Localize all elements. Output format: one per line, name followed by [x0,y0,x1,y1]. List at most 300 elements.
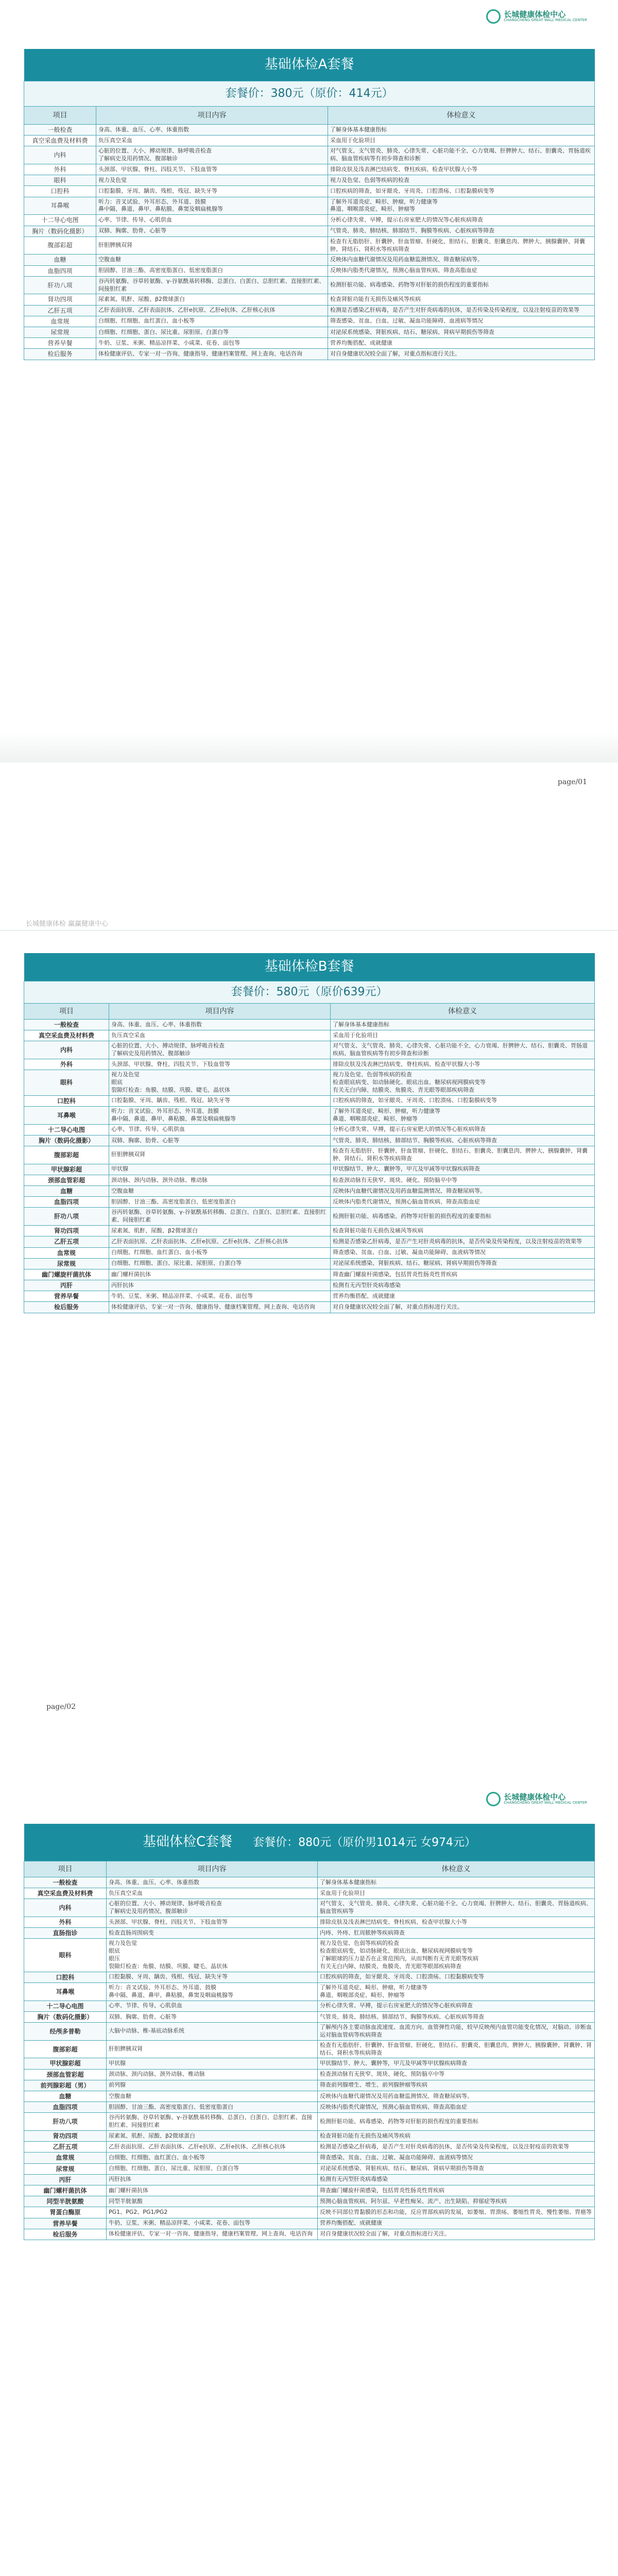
item-content: 视力及色觉 [96,175,328,186]
item-significance: 检查肾脏功能有无损伤及痛风等疾病 [328,294,595,305]
item-name: 营养早餐 [24,338,96,349]
item-content: 负压真空采血 [109,1030,331,1041]
item-name: 同型半胱氨酸 [24,2196,107,2207]
item-name: 前列腺彩超（男） [24,2080,107,2091]
item-content: 白细胞、红细胞、血红蛋白、血小板等 [109,1247,331,1258]
item-name: 血糖 [24,2091,107,2102]
table-row [24,146,595,164]
item-name: 耳鼻喉 [24,1106,109,1124]
item-significance: 检查肾脏功能有无损伤及痛风等疾病 [331,1226,595,1236]
package-table [24,953,595,1313]
item-significance: 对泌尿系统感染、肾脏疾病、结石、糖尿病、肾病早期损伤等筛查 [318,2163,595,2174]
item-name: 血糖 [24,1186,109,1197]
item-content: 体检健康评估、专家一对一咨询、健康指导、健康档案管理、网上查询、电话咨询 [107,2229,318,2240]
item-content: 胆固醇、甘油三酯、高密度脂蛋白、低密度脂蛋白 [107,2102,318,2113]
item-content: 体检健康评估、专家一对一咨询、健康指导、健康档案管理、网上查询、电话咨询 [109,1302,331,1313]
item-name: 乙肝五项 [24,1236,109,1247]
table-row [24,1269,595,1280]
table-row [24,1280,595,1291]
item-name: 血脂四项 [24,265,96,276]
item-significance: 筛查感染、贫血、白血、过敏、凝血功能障碍、血液病等情况 [318,2153,595,2163]
item-content: 谷丙转氨酶、谷草转氨酶、γ-谷氨酰基转移酶、总蛋白、白蛋白、总胆红素、直接胆红素、间接胆红素 [109,1208,331,1226]
table-row [24,1030,595,1041]
item-significance: 检测肝脏功能、病毒感染、药物等对肝脏的损伤程度的重要指标 [328,276,595,294]
item-name: 丙肝 [24,2174,107,2185]
table-row [24,1186,595,1197]
table-row [24,2218,595,2229]
package-price: 套餐价：380元（原价：414元） [24,81,595,107]
item-content: 身高、体重、血压、心率、体重指数 [107,1877,318,1888]
table-row [24,2229,595,2240]
item-name: 血常规 [24,316,96,327]
item-content: 肝胆脾胰双肾 [96,236,328,255]
item-significance: 筛查前列腺增生、增生、前列腺肿瘤等疾病 [318,2080,595,2091]
item-significance: 对自身健康状况较全面了解，对重点指标进行关注。 [318,2229,595,2240]
item-significance: 了解外耳道炎症、畸形、肿瘤，听力健康等 鼻道、咽喉部炎症、畸形、肿瘤等 [318,1983,595,2001]
table-row [24,2113,595,2131]
package-table [24,49,595,360]
item-significance: 对泌尿系统感染、肾脏疾病、结石、糖尿病、肾病早期损伤等筛查 [331,1258,595,1269]
item-significance: 检查有无脂肪肝、肝囊肿、肝血管瘤、肝硬化、胆结石、胆囊炎、胆囊息肉、脾肿大、胰腺囊肿、肾囊肿、肾结石、肾积水等疾病筛查 [318,2040,595,2058]
item-name: 经颅多普勒 [24,2023,107,2041]
table-row [24,349,595,360]
item-name: 真空采血费及材料费 [24,1888,107,1899]
table-row [24,1302,595,1313]
item-name: 尿常规 [24,2163,107,2174]
item-name: 胸片（数码化摄影） [24,1135,109,1146]
item-significance: 分析心律失常、早搏，提示右房室肥大的情况等心脏疾病筛查 [331,1124,595,1135]
item-name: 内科 [24,1041,109,1059]
table-row [24,226,595,236]
package-price: 套餐价：880元（原价男1014元 女974元） [253,1836,476,1850]
item-significance: 检测有无丙型肝炎病毒感染 [318,2174,595,2185]
item-content: 负压真空采血 [96,135,328,146]
item-content: 甲状腺 [107,2058,318,2069]
item-name: 检后服务 [24,1302,109,1313]
table-row [24,164,595,175]
table-row [24,1059,595,1070]
item-significance: 对气管支、支气管炎、肺炎、心律失常、心脏功能不全、心力衰竭、肝脾肿大、结石、胆囊炎、胃肠道疾病、脑血管疾病等有初步筛查和诊断 [328,146,595,164]
item-name: 乙肝五项 [24,305,96,316]
item-content: 空腹血糖 [109,1186,331,1197]
item-content: 视力及色觉 眼底 眼压 裂隙灯检查：角膜、结膜、巩膜、睫毛、晶状体 [107,1939,318,1972]
table-row [24,197,595,215]
item-name: 外科 [24,1917,107,1928]
item-significance: 检测是否感染乙肝病毒，是否产生对肝炎病毒的抗体，是否传染及传染程度，以及注射疫苗的效果等 [331,1236,595,1247]
item-content: 尿素氮、肌酐、尿酸、β2微球蛋白 [109,1226,331,1236]
item-name: 肾功四项 [24,1226,109,1236]
item-significance: 内痔、外痔、肛周脓肿等疾病筛查 [318,1928,595,1939]
item-name: 外科 [24,1059,109,1070]
item-significance: 排除皮肤及浅表淋巴结病变、脊柱疾病、检查甲状腺大小等 [328,164,595,175]
item-significance: 检测肝脏功能、病毒感染、药物等对肝脏的损伤程度的重要指标 [331,1208,595,1226]
package-title: 基础体检A套餐 [264,57,354,73]
item-content: 心脏的位置、大小、搏动规律、脉呼吸音检查 了解病史及用药情况、腹部触诊 [109,1041,331,1059]
table-row [24,294,595,305]
logo-icon [486,9,501,24]
table-row [24,1983,595,2001]
table-row [24,1258,595,1269]
item-name: 眼科 [24,1070,109,1096]
item-name: 血常规 [24,2153,107,2163]
table-row [24,1236,595,1247]
item-significance: 排除皮肤及浅表淋巴结病变、脊柱疾病、检查甲状腺大小等 [318,1917,595,1928]
item-significance: 反映体内脂类代谢情况，预测心脑血管疾病、筛查高脂血症 [318,2102,595,2113]
column-header: 项目内容 [96,107,328,125]
item-content: 心率、节律、传导、心肌供血 [96,215,328,226]
table-row [24,2040,595,2058]
item-name: 口腔科 [24,1972,107,1982]
item-name: 血脂四项 [24,2102,107,2113]
item-significance: 检查有无脂肪肝、肝囊肿、肝血管瘤、肝硬化、胆结石、胆囊炎、胆囊息肉、脾肿大、胰腺囊肿、肾囊肿、肾结石、肾积水等疾病筛查 [328,236,595,255]
table-row [24,316,595,327]
item-significance: 采血用于化验项目 [331,1030,595,1041]
package-table [24,1824,595,2240]
item-name: 眼科 [24,1939,107,1972]
item-content: 双肺、胸廓、肋骨、心脏等 [96,226,328,236]
item-significance: 检测有无丙型肝炎病毒感染 [331,1280,595,1291]
table-row [24,276,595,294]
column-header: 项目内容 [109,1004,331,1020]
column-header: 项目 [24,1861,107,1877]
table-row [24,1020,595,1030]
table-row [24,1124,595,1135]
item-significance: 反映体内脂类代谢情况，预测心脑血管疾病、筛查高脂血症 [331,1197,595,1208]
item-content: 谷丙转氨酶、谷草转氨酶、γ-谷氨酰基转移酶、总蛋白、白蛋白、总胆红素、直接胆红素、间接胆红素 [107,2113,318,2131]
item-significance: 气管炎、肺炎、肺结核、肺部结节、胸膜等疾病、心脏疾病等筛查 [328,226,595,236]
package-title: 基础体检C套餐 [142,1834,233,1850]
item-name: 外科 [24,164,96,175]
page-footer-decoration [0,732,618,762]
table-row [24,305,595,316]
table-row [24,236,595,255]
item-name: 尿常规 [24,1258,109,1269]
watermark: 长城健康体检 赢赢健康中心 [26,920,109,928]
item-name: 一般检查 [24,125,96,135]
item-significance: 对泌尿系统感染、肾脏疾病、结石、糖尿病、肾病早期损伤等筛查 [328,327,595,338]
item-content: 身高、体重、血压、心率、体重指数 [96,125,328,135]
item-content: 颈动脉、颈内动脉、颈外动脉、椎动脉 [107,2069,318,2080]
item-content: 白细胞、红细胞、蛋白、尿比重、尿胆原、白蛋白等 [96,327,328,338]
table-row [24,1247,595,1258]
item-name: 口腔科 [24,1095,109,1106]
item-significance: 反映体内血糖代谢情况及用药血糖监测情况、筛查糖尿病等。 [328,255,595,265]
table-row [24,1208,595,1226]
item-name: 耳鼻喉 [24,197,96,215]
table-row [24,1917,595,1928]
item-name: 颈部血管彩超 [24,2069,107,2080]
table-row [24,1164,595,1175]
item-name: 耳鼻喉 [24,1983,107,2001]
item-content: 心脏的位置、大小、搏动规律、脉呼吸音检查 了解病史及用药情况、腹部触诊 [96,146,328,164]
item-content: 前列腺 [107,2080,318,2091]
table-row [24,1106,595,1124]
item-significance: 口腔疾病的筛查，如牙龈炎、牙周炎、口腔溃疡、口腔黏膜病变等 [331,1095,595,1106]
table-row [24,1291,595,1302]
page-c [0,1783,618,2576]
item-name: 肝功八项 [24,276,96,294]
item-significance: 采血用于化验项目 [318,1888,595,1899]
table-row [24,1928,595,1939]
item-name: 丙肝 [24,1280,109,1291]
logo-name-en: CHANGCHENG GREAT WALL MEDICAL CENTER [504,18,587,23]
table-row [24,135,595,146]
table-row [24,2153,595,2163]
item-name: 胃蛋白酶原 [24,2207,107,2218]
item-content: 谷丙转氨酶、谷草转氨酶、γ-谷氨酰基转移酶、总蛋白、白蛋白、总胆红素、直接胆红素、间接胆红素 [96,276,328,294]
item-content: 双肺、胸廓、肋骨、心脏等 [107,2011,318,2022]
item-content: 幽门螺杆菌抗体 [107,2185,318,2196]
table-row [24,327,595,338]
item-significance: 检查颈动脉有无狭窄、斑块、硬化、预防脑卒中等 [331,1175,595,1185]
item-name: 颈部血管彩超 [24,1175,109,1185]
table-row [24,2196,595,2207]
table-row [24,2091,595,2102]
logo-name-en: CHANGCHENG GREAT WALL MEDICAL CENTER [504,1801,587,1805]
table-row [24,2080,595,2091]
column-header: 项目 [24,107,96,125]
item-significance: 了解颅内各主要动脉血流速度、血流方向、血管弹性功能，较早反映颅内血管功能变化情况，对脑动、诊断血运对脑血管病等疾病筛查 [318,2023,595,2041]
item-significance: 了解身体基本健康指标 [331,1020,595,1030]
item-name: 真空采血费及材料费 [24,1030,109,1041]
item-content: 口腔黏膜、牙周、龋齿、残根、残冠、缺失牙等 [109,1095,331,1106]
item-significance: 营养均衡搭配、成就健康 [318,2218,595,2229]
item-content: 负压真空采血 [107,1888,318,1899]
item-content: 听力：音叉试验、外耳形态、外耳道、鼓膜 鼻中隔、鼻道、鼻甲、鼻粘膜、鼻窦及咽扁桃腺等 [109,1106,331,1124]
package-title: 基础体检B套餐 [264,959,354,975]
item-name: 营养早餐 [24,2218,107,2229]
item-name: 甲状腺彩超 [24,2058,107,2069]
table-row [24,1095,595,1106]
table-row [24,2163,595,2174]
item-significance: 检查肾脏功能有无损伤及痛风等疾病 [318,2131,595,2142]
table-row [24,2023,595,2041]
item-name: 腹部彩超 [24,236,96,255]
item-content: 心率、节律、传导、心肌供血 [107,2001,318,2011]
item-name: 检后服务 [24,2229,107,2240]
logo-name-cn: 长城健康体检中心 [504,9,566,19]
item-content: 大脑中动脉、椎-基底动脉系统 [107,2023,318,2041]
item-significance: 分析心律失常、早搏，提示右房室肥大的情况等心脏疾病筛查 [318,2001,595,2011]
table-row [24,1175,595,1185]
item-content: 肝胆脾胰双肾 [109,1146,331,1164]
item-name: 腹部彩超 [24,2040,107,2058]
item-significance: 检查有无脂肪肝、肝囊肿、肝血管瘤、肝硬化、胆结石、胆囊炎、胆囊息肉、脾肿大、胰腺囊肿、肾囊肿、肾结石、肾积水等疾病筛查 [331,1146,595,1164]
table-row [24,175,595,186]
table-row [24,186,595,197]
item-significance: 视力及色觉、色弱等疾病的检查 检查眼底病变、如动脉硬化、眼底出血、糖尿病视网膜病变等 有关无白内障、结膜炎、角膜炎、青光眼等眼部疾病筛查 [331,1070,595,1096]
item-name: 幽门螺杆菌抗体 [24,2185,107,2196]
item-name: 十二导心电图 [24,1124,109,1135]
item-significance: 反映不同部位胃黏膜的形态和功能，反应胃部疾病的发展，如萎缩、胃溃疡、萎缩性胃炎、慢性萎缩、胃癌等 [318,2207,595,2218]
item-significance: 反映体内血糖代谢情况及用药血糖监测情况、筛查糖尿病等。 [331,1186,595,1197]
item-significance: 甲状腺结节、肿大、囊肿等，甲亢及甲减等甲状腺疾病筛查 [318,2058,595,2069]
item-content: 体检健康评估、专家一对一咨询、健康指导、健康档案管理、网上查询、电话咨询 [96,349,328,360]
item-content: 肝胆脾胰双肾 [107,2040,318,2058]
item-content: 白细胞、红细胞、蛋白、尿比重、尿胆原、白蛋白等 [109,1258,331,1269]
item-name: 甲状腺彩超 [24,1164,109,1175]
table-row [24,338,595,349]
item-name: 直肠指诊 [24,1928,107,1939]
item-content: 听力：音叉试验、外耳形态、外耳道、鼓膜 鼻中隔、鼻道、鼻甲、鼻粘膜、鼻窦及咽扁桃腺等 [107,1983,318,2001]
item-content: 胆固醇、甘油三酯、高密度脂蛋白、低密度脂蛋白 [96,265,328,276]
item-content: 幽门螺杆菌抗体 [109,1269,331,1280]
logo [486,1792,587,1806]
table-row [24,2001,595,2011]
item-name: 血脂四项 [24,1197,109,1208]
item-name: 一般检查 [24,1020,109,1030]
item-name: 尿常规 [24,327,96,338]
item-significance: 筛查幽门螺旋杆菌感染，包括胃炎性肠炎性胃疾病 [318,2185,595,2196]
item-name: 肝功八项 [24,2113,107,2131]
item-content: 乙肝表面抗原、乙肝表面抗体、乙肝e抗原、乙肝e抗体、乙肝核心抗体 [107,2142,318,2153]
item-name: 腹部彩超 [24,1146,109,1164]
table-row [24,2102,595,2113]
item-content: PG1、PG2、PG1/PG2 [107,2207,318,2218]
table-row [24,1146,595,1164]
logo-icon [486,1792,501,1806]
item-name: 胸片（数码化摄影） [24,226,96,236]
item-significance: 口腔疾病的筛查，如牙龈炎、牙周炎、口腔溃疡、口腔黏膜病变等 [328,186,595,197]
item-content: 空腹血糖 [96,255,328,265]
column-header: 体检意义 [318,1861,595,1877]
logo [486,9,587,24]
item-significance: 对气管支、支气管炎、肺炎、心律失常、心脏功能不全、心力衰竭、肝脾肿大、结石、胆囊炎、胃肠道疾病、脑血管疾病等有初步筛查和诊断 [331,1041,595,1059]
item-name: 眼科 [24,175,96,186]
item-name: 十二导心电图 [24,215,96,226]
item-significance: 营养均衡搭配、成就健康 [328,338,595,349]
item-significance: 了解外耳道炎症、畸形、肿瘤，听力健康等 鼻道、咽喉部炎症、畸形、肿瘤等 [331,1106,595,1124]
item-content: 丙肝抗体 [109,1280,331,1291]
item-content: 甲状腺 [109,1164,331,1175]
page-b [0,907,618,1741]
item-content: 口腔黏膜、牙周、龋齿、残根、残冠、缺失牙等 [107,1972,318,1982]
item-content: 检查直肠周围病变 [107,1928,318,1939]
item-significance: 检查颈动脉有无狭窄、斑块、硬化、预防脑卒中等 [318,2069,595,2080]
column-header: 项目内容 [107,1861,318,1877]
table-row [24,2069,595,2080]
item-name: 内科 [24,1899,107,1917]
item-significance: 筛查幽门螺旋杆菌感染，包括胃炎性肠炎性胃疾病 [331,1269,595,1280]
item-content: 视力及色觉 眼底 裂隙灯检查：角膜、结膜、巩膜、睫毛、晶状体 [109,1070,331,1096]
item-significance: 检测是否感染乙肝病毒，是否产生对肝炎病毒的抗体，是否传染及传染程度，以及注射疫苗的效果等 [328,305,595,316]
item-significance: 反映体内血糖代谢情况及用药血糖监测情况、筛查糖尿病等。 [318,2091,595,2102]
item-content: 心率、节律、传导、心肌供血 [109,1124,331,1135]
item-content: 头颈部、甲状腺、脊柱、四肢关节、下肢血管等 [96,164,328,175]
item-content: 听力：音叉试验、外耳形态、外耳道、鼓膜 鼻中隔、鼻道、鼻甲、鼻粘膜、鼻窦及咽扁桃腺等 [96,197,328,215]
item-content: 双肺、胸廓、肋骨、心脏等 [109,1135,331,1146]
item-significance: 检测肝脏功能、病毒感染、药物等对肝脏的损伤程度的重要指标 [318,2113,595,2131]
item-significance: 口腔疾病的筛查，如牙龈炎、牙周炎、口腔溃疡、口腔黏膜病变等 [318,1972,595,1982]
item-content: 牛奶、豆浆、米粥、精品凉拌菜、小咸菜、花卷、面包等 [109,1291,331,1302]
item-significance: 了解外耳道炎症、畸形、肿瘤，听力健康等 鼻道、咽喉部炎症、畸形、肿瘤等 [328,197,595,215]
item-name: 肝功八项 [24,1208,109,1226]
item-name: 一般检查 [24,1877,107,1888]
item-name: 口腔科 [24,186,96,197]
item-content: 头颈部、甲状腺、脊柱、四肢关节、下肢血管等 [109,1059,331,1070]
table-row [24,1939,595,1972]
item-content: 尿素氮、肌酐、尿酸、β2微球蛋白 [107,2131,318,2142]
item-content: 同型半胱氨酸 [107,2196,318,2207]
item-name: 胸片（数码化摄影） [24,2011,107,2022]
item-significance: 了解身体基本健康指标 [318,1877,595,1888]
item-content: 白细胞、红细胞、血红蛋白、血小板等 [96,316,328,327]
item-name: 幽门螺旋杆菌抗体 [24,1269,109,1280]
item-significance: 筛查感染、贫血、白血、过敏、凝血功能障碍、血液病等情况 [331,1247,595,1258]
item-significance: 气管炎、肺炎、肺结核、肺部结节、胸膜等疾病、心脏疾病等筛查 [331,1135,595,1146]
item-significance: 对气管支、支气管炎、肺炎、心律失常、心脏功能不全、心力衰竭、肝脾肿大、结石、胆囊炎、胃肠道疾病、脑血管疾病等 [318,1899,595,1917]
page-a [0,0,618,876]
package-price: 套餐价：580元（原价639元） [24,981,595,1004]
item-name: 肾功四项 [24,2131,107,2142]
item-content: 尿素氮、肌酐、尿酸、β2微球蛋白 [96,294,328,305]
item-content: 头颈部、甲状腺、脊柱、四肢关节、下肢血管等 [107,1917,318,1928]
column-header: 项目 [24,1004,109,1020]
page-header-line [0,930,618,931]
column-header: 体检意义 [331,1004,595,1020]
item-significance: 检测是否感染乙肝病毒，是否产生对肝炎病毒的抗体，是否传染及传染程度，以及注射疫苗的效果等 [318,2142,595,2153]
table-row [24,1041,595,1059]
item-significance: 视力及色觉、色弱等疾病的检查 [328,175,595,186]
item-name: 血糖 [24,255,96,265]
table-row [24,1972,595,1982]
page-number: page/02 [46,1703,76,1711]
item-significance: 对自身健康状况较全面了解，对重点指标进行关注。 [328,349,595,360]
item-content: 乙肝表面抗原、乙肝表面抗体、乙肝e抗原、乙肝e抗体、乙肝核心抗体 [96,305,328,316]
item-content: 颈动脉、颈内动脉、颈外动脉、椎动脉 [109,1175,331,1185]
column-header: 体检意义 [328,107,595,125]
item-significance: 分析心律失常、早搏，提示右房室肥大的情况等心脏疾病筛查 [328,215,595,226]
table-row [24,255,595,265]
item-name: 肾功四项 [24,294,96,305]
item-name: 检后服务 [24,349,96,360]
item-content: 心脏的位置、大小、搏动规律、脉呼吸音检查 了解病史及用药情况、腹部触诊 [107,1899,318,1917]
table-row [24,1877,595,1888]
item-significance: 采血用于化验项目 [328,135,595,146]
item-content: 白细胞、红细胞、蛋白、尿比重、尿胆原、白蛋白等 [107,2163,318,2174]
logo-name-cn: 长城健康体检中心 [504,1792,566,1802]
item-name: 真空采血费及材料费 [24,135,96,146]
table-row [24,1899,595,1917]
item-significance: 营养均衡搭配、成就健康 [331,1291,595,1302]
item-name: 乙肝五项 [24,2142,107,2153]
table-row [24,1135,595,1146]
table-row [24,2174,595,2185]
item-content: 乙肝表面抗原、乙肝表面抗体、乙肝e抗原、乙肝e抗体、乙肝核心抗体 [109,1236,331,1247]
item-content: 口腔黏膜、牙周、龋齿、残根、残冠、缺失牙等 [96,186,328,197]
table-row [24,215,595,226]
item-significance: 筛查感染、贫血、白血、过敏、凝血功能障碍、血液病等情况 [328,316,595,327]
item-significance: 预测心脑血管疾病、阿尔兹、早老性痴呆、流产、出生缺陷、抑郁症等疾病 [318,2196,595,2207]
table-row [24,265,595,276]
item-name: 血常规 [24,1247,109,1258]
item-significance: 对自身健康状况较全面了解，对重点指标进行关注。 [331,1302,595,1313]
item-name: 营养早餐 [24,1291,109,1302]
item-content: 牛奶、豆浆、米粥、精品凉拌菜、小咸菜、花卷、面包等 [96,338,328,349]
table-row [24,2207,595,2218]
item-significance: 甲状腺结节、肿大、囊肿等，甲亢及甲减等甲状腺疾病筛查 [331,1164,595,1175]
table-row [24,1197,595,1208]
item-significance: 排除皮肤及浅表淋巴结病变、脊柱疾病、检查甲状腺大小等 [331,1059,595,1070]
page-number: page/01 [557,778,587,786]
table-row [24,2011,595,2022]
table-row [24,125,595,135]
table-row [24,2131,595,2142]
item-name: 内科 [24,146,96,164]
item-content: 空腹血糖 [107,2091,318,2102]
item-name: 十二导心电图 [24,2001,107,2011]
table-row [24,2185,595,2196]
